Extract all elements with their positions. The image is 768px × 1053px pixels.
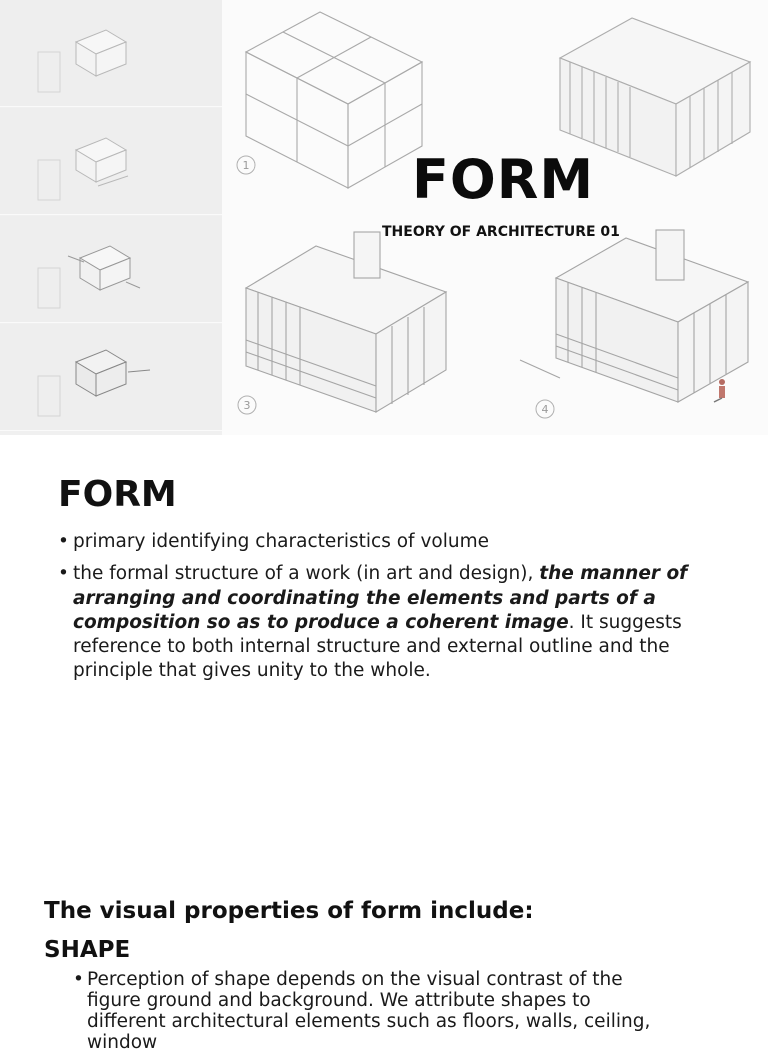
mass-diagram-4 [38,350,150,416]
section-heading: FORM [58,474,177,515]
mass-diagram-3 [38,246,140,308]
bullet-text: . It suggests reference to both internal structure and external outline and the principle that gives unity to the whole. [73,611,682,682]
bullet-item [58,562,708,683]
shape-bullet-list [73,969,663,1053]
bullet-item: • Perception of shape depends on the visual contrast of the figure ground and background. We attribute shapes to different architectural elements such as floors, walls, ceiling, window [73,969,663,1053]
sketch-number: 1 [242,159,250,172]
bullet-text: primary identifying characteristics of volume [73,531,489,552]
sketch-composition-3 [243,232,446,412]
properties-heading: The visual properties of form include: [44,898,534,924]
slide-subtitle: THEORY OF ARCHITECTURE 01 [382,224,620,240]
person-figure [714,379,725,402]
sketch-number: 4 [541,403,549,416]
mass-diagram-1 [38,30,126,92]
shape-heading: SHAPE [44,937,131,963]
sketch-wireframe-cube [246,12,422,188]
architecture-sketches [0,0,768,435]
mass-diagram-2 [38,138,128,200]
definition-list [58,530,708,692]
title-slide [0,0,768,435]
slide-title: FORM [412,148,595,211]
bullet-text: the formal structure of a work (in art and design), [73,563,540,585]
bullet-emphasis: the manner of arranging and coordinating the elements and parts of a composition so as to produce a coherent image [73,563,688,633]
bullet-item [58,530,708,554]
sketch-composition-4 [520,230,748,402]
sketch-number: 3 [243,399,251,412]
